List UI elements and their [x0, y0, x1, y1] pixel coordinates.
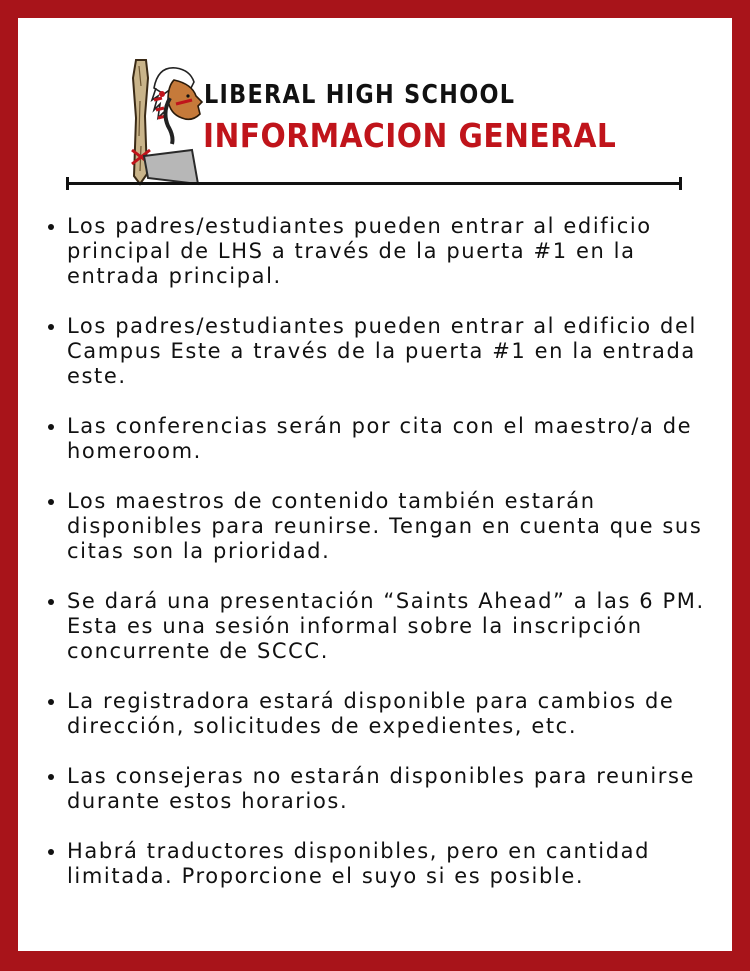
school-name: LIBERAL HIGH SCHOOL — [204, 80, 516, 110]
info-list — [48, 214, 723, 914]
list-item: Los padres/estudiantes pueden entrar al edificio del Campus Este a través de la puerta #1 en la entrada este. — [48, 314, 723, 389]
list-item: La registradora estará disponible para cambios de dirección, solicitudes de expedientes, etc. — [48, 689, 723, 739]
list-item: Se dará una presentación “Saints Ahead” a las 6 PM. Esta es una sesión informal sobre la inscripción concurrente de SCCC. — [48, 589, 723, 664]
page-title: INFORMACION GENERAL — [203, 116, 617, 155]
list-item: Las conferencias serán por cita con el maestro/a de homeroom. — [48, 414, 723, 464]
header-divider — [66, 182, 682, 185]
list-item: Los padres/estudiantes pueden entrar al edificio principal de LHS a través de la puerta #1 en la entrada principal. — [48, 214, 723, 289]
list-item: Los maestros de contenido también estarán disponibles para reunirse. Tengan en cuenta que sus citas son la prioridad. — [48, 489, 723, 564]
indian-head-mascot-icon — [118, 56, 213, 191]
list-item: Habrá traductores disponibles, pero en cantidad limitada. Proporcione el suyo si es posible. — [48, 839, 723, 889]
list-item: Las consejeras no estarán disponibles para reunirse durante estos horarios. — [48, 764, 723, 814]
flyer-page — [18, 18, 732, 951]
